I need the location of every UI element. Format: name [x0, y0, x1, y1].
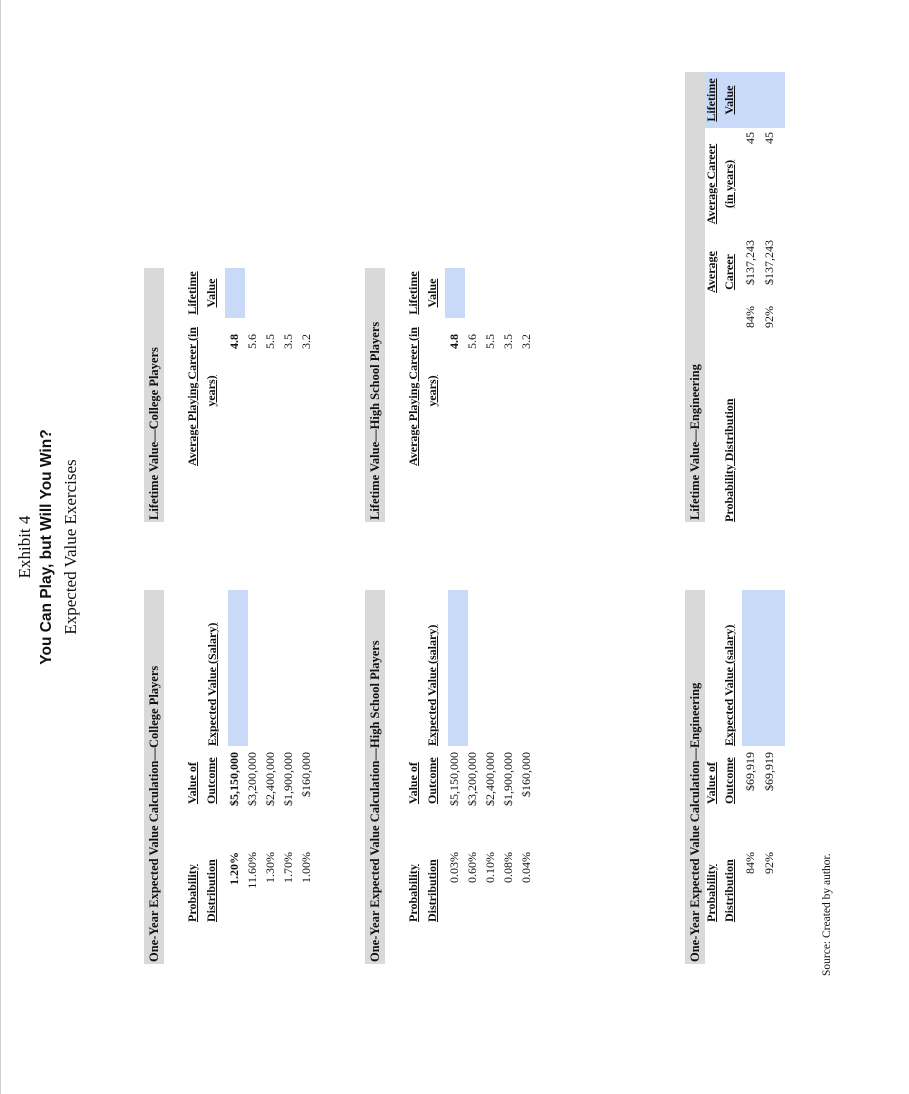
college-lv-input-cell[interactable] — [225, 268, 245, 318]
college-lv-header: Lifetime Value—College Players — [144, 268, 164, 522]
eng-lv-col-lifetime-1: Lifetime — [704, 78, 718, 122]
hs-ev-value-2: $2,400,000 — [483, 752, 497, 806]
college-lv-col-lifetime-1: Lifetime — [185, 271, 199, 315]
hs-ev-col-prob-1: Probability — [406, 864, 420, 922]
college-ev-col-prob-2: Distribution — [204, 859, 218, 922]
hs-lv-career-4: 3.2 — [519, 334, 533, 349]
hs-ev-col-ev: Expected Value (salary) — [425, 624, 439, 746]
eng-lv-avg-0: $137,243 — [743, 240, 757, 285]
college-ev-value-2: $2,400,000 — [263, 752, 277, 806]
eng-ev-header: One-Year Expected Value Calculation—Engineering — [685, 590, 705, 964]
eng-lv-col-avg-2: Career — [722, 254, 736, 290]
college-ev-value-3: $1,900,000 — [281, 752, 295, 806]
hs-ev-col-prob-2: Distribution — [425, 859, 439, 922]
hs-ev-value-3: $1,900,000 — [501, 752, 515, 806]
college-ev-value-1: $3,200,000 — [245, 752, 259, 806]
college-ev-header: One-Year Expected Value Calculation—College Players — [144, 590, 164, 964]
college-lv-col-career-1: Average Playing Career (in — [185, 327, 199, 466]
eng-lv-header: Lifetime Value—Engineering — [685, 72, 705, 522]
hs-lv-career-1: 5.6 — [465, 334, 479, 349]
college-ev-col-value-1: Value of — [185, 762, 199, 804]
hs-lv-col-lifetime-1: Lifetime — [406, 271, 420, 315]
hs-ev-input-cell[interactable] — [448, 590, 468, 746]
eng-ev-col-prob-1: Probability — [704, 864, 718, 922]
college-ev-col-ev: Expected Value (Salary) — [205, 622, 219, 746]
eng-lv-col-career-1: Average Career — [704, 143, 718, 225]
eng-lv-prob-1: 92% — [762, 306, 776, 328]
hs-lv-career-3: 3.5 — [501, 334, 515, 349]
college-ev-input-cell[interactable] — [228, 590, 248, 746]
hs-ev-prob-4: 0.04% — [519, 852, 533, 883]
hs-ev-col-value-1: Value of — [406, 762, 420, 804]
eng-lv-years-0: 45 — [743, 132, 757, 144]
eng-ev-col-value-1: Value of — [704, 762, 718, 804]
hs-lv-input-cell[interactable] — [445, 268, 465, 318]
hs-ev-header: One-Year Expected Value Calculation—High School Players — [365, 590, 385, 964]
eng-ev-input-cell[interactable] — [742, 590, 785, 746]
college-ev-prob-0: 1.20% — [227, 852, 241, 885]
eng-lv-avg-1: $137,243 — [762, 240, 776, 285]
college-ev-prob-1: 11.60% — [245, 852, 259, 889]
hs-ev-value-0: $5,150,000 — [447, 752, 461, 806]
eng-lv-years-1: 45 — [762, 132, 776, 144]
college-lv-col-lifetime-2: Value — [204, 278, 218, 308]
eng-lv-col-avg-1: Average — [704, 251, 718, 293]
source-note: Source: Created by author. — [821, 853, 833, 976]
college-ev-prob-2: 1.30% — [263, 852, 277, 883]
hs-lv-col-lifetime-2: Value — [425, 278, 439, 308]
hs-lv-header: Lifetime Value—High School Players — [365, 268, 385, 522]
college-ev-prob-4: 1.00% — [299, 852, 313, 883]
eng-lv-col-lifetime-2: Value — [722, 85, 736, 115]
eng-ev-col-value-2: Outcome — [722, 757, 736, 804]
hs-ev-prob-3: 0.08% — [501, 852, 515, 883]
college-lv-col-career-2: years) — [204, 375, 218, 407]
college-lv-career-0: 4.8 — [227, 334, 241, 349]
hs-ev-prob-0: 0.03% — [447, 852, 461, 883]
college-ev-value-0: $5,150,000 — [227, 752, 241, 806]
college-lv-career-2: 5.5 — [263, 334, 277, 349]
hs-ev-value-1: $3,200,000 — [465, 752, 479, 806]
college-lv-career-4: 3.2 — [299, 334, 313, 349]
eng-lv-col-prob: Probability Distribution — [722, 398, 736, 522]
eng-ev-prob-1: 92% — [762, 852, 776, 874]
eng-ev-prob-0: 84% — [743, 852, 757, 874]
hs-lv-col-career-1: Average Playing Career (in — [406, 327, 420, 466]
college-ev-value-4: $160,000 — [299, 752, 313, 797]
eng-ev-col-prob-2: Distribution — [722, 859, 736, 922]
hs-ev-value-4: $160,000 — [519, 752, 533, 797]
eng-ev-value-1: $69,919 — [762, 752, 776, 791]
eng-lv-prob-0: 84% — [743, 306, 757, 328]
college-ev-col-value-2: Outcome — [204, 757, 218, 804]
hs-ev-prob-2: 0.10% — [483, 852, 497, 883]
eng-ev-value-0: $69,919 — [743, 752, 757, 791]
eng-ev-col-ev: Expected Value (salary) — [722, 624, 736, 746]
exhibit-label: Exhibit 4 — [15, 515, 34, 579]
hs-ev-col-value-2: Outcome — [425, 757, 439, 804]
page-title: You Can Play, but Will You Win? — [38, 429, 55, 665]
college-lv-career-3: 3.5 — [281, 334, 295, 349]
college-ev-col-prob-1: Probability — [185, 864, 199, 922]
page-subtitle: Expected Value Exercises — [61, 459, 80, 635]
hs-lv-career-0: 4.8 — [447, 334, 461, 349]
eng-lv-col-career-2: (in years) — [722, 159, 736, 209]
hs-lv-col-career-2: years) — [425, 375, 439, 407]
hs-ev-prob-1: 0.60% — [465, 852, 479, 883]
college-lv-career-1: 5.6 — [245, 334, 259, 349]
college-ev-prob-3: 1.70% — [281, 852, 295, 883]
hs-lv-career-2: 5.5 — [483, 334, 497, 349]
